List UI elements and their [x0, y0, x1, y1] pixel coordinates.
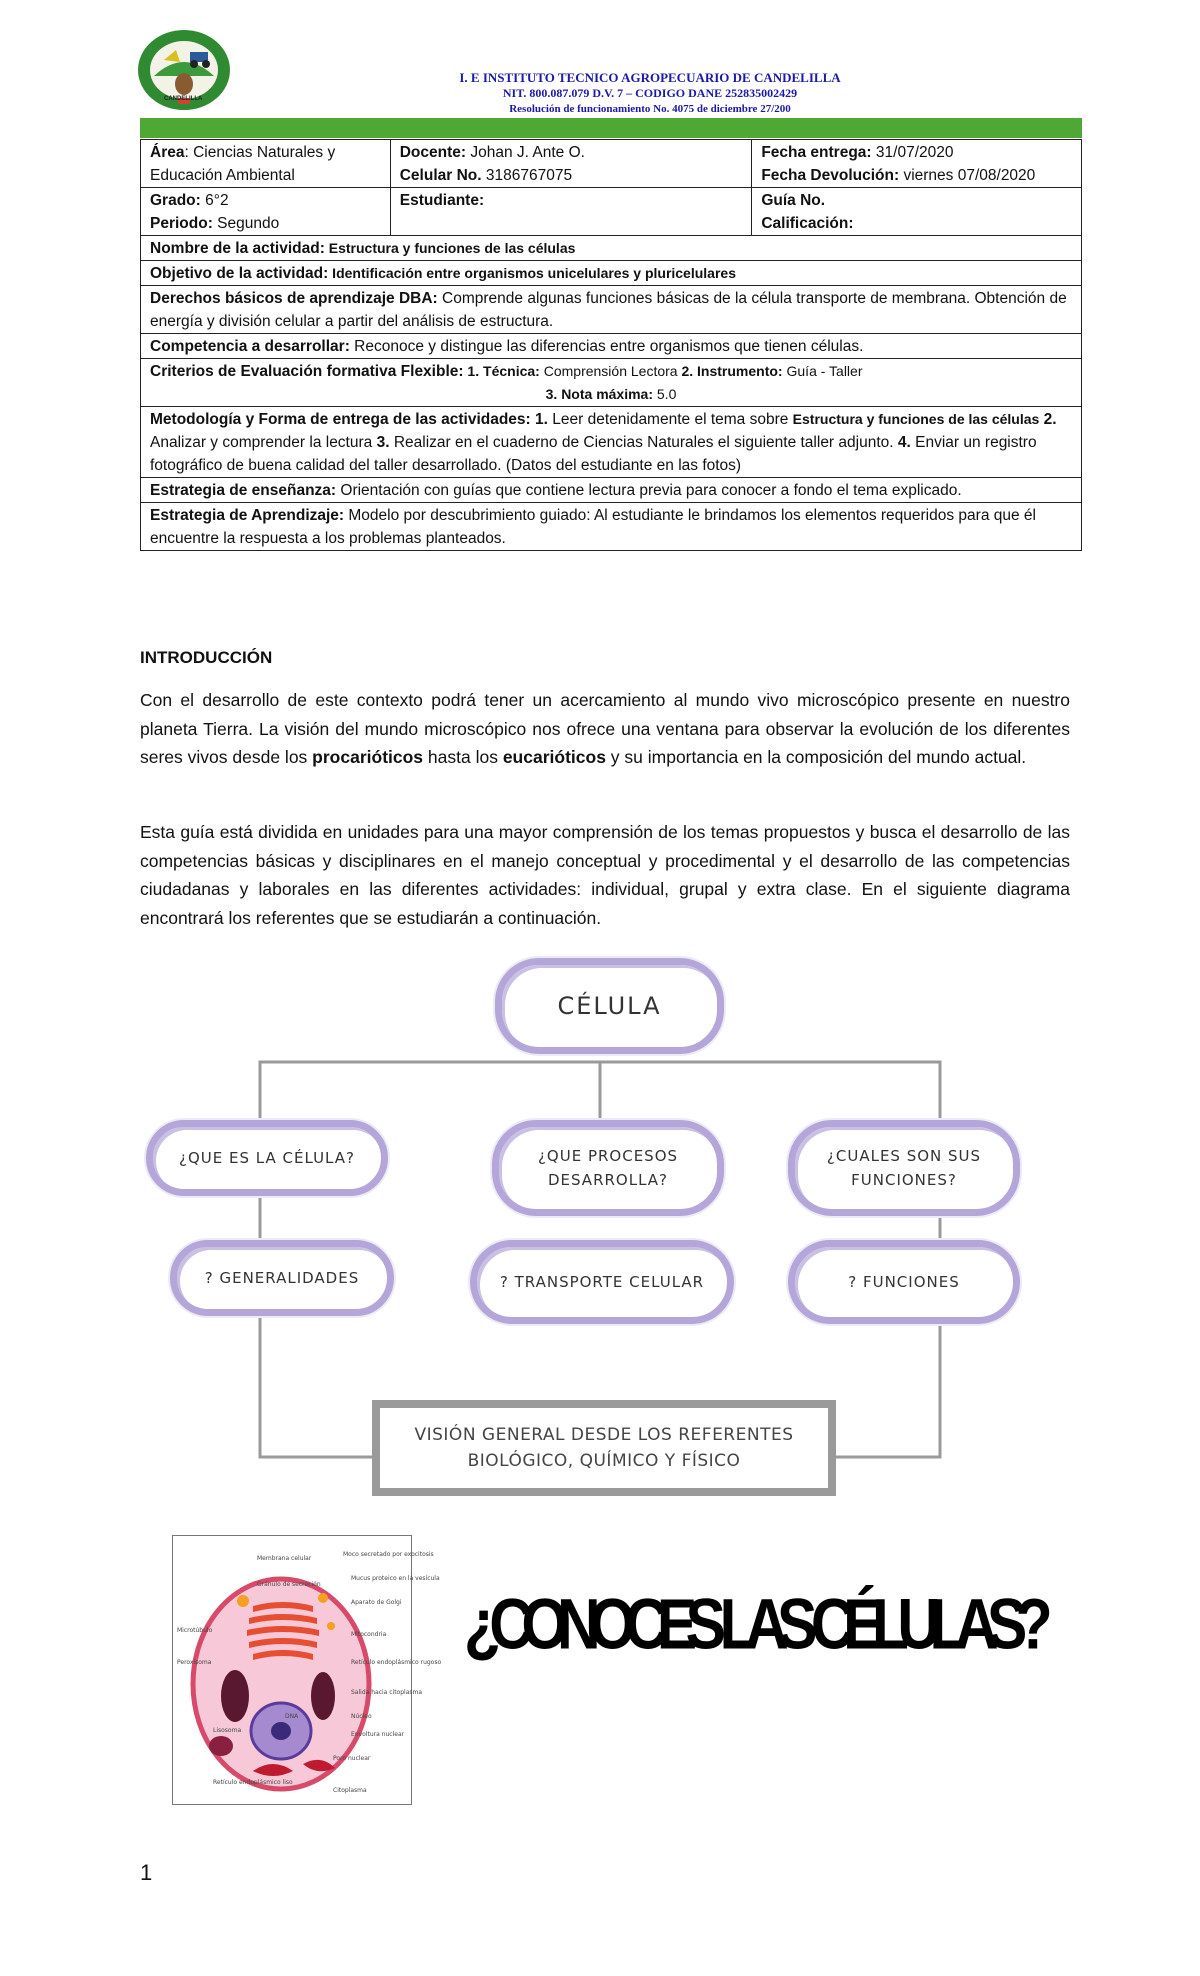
- table-row: [141, 334, 1082, 359]
- institution-resolution: Resolución de funcionamiento No. 4075 de diciembre 27/200: [509, 103, 791, 115]
- competencia-cell: Competencia a desarrollar: Reconoce y distingue las diferencias entre organismos que tienen células.: [141, 334, 1082, 359]
- school-logo: [134, 28, 234, 112]
- logo-text: CANDELILLA: [164, 96, 203, 102]
- table-row: [141, 359, 1082, 407]
- area-cell: Área: Ciencias Naturales y Educación Ambiental: [141, 140, 391, 188]
- label-moco: Moco secretado por exocitosis: [343, 1551, 434, 1558]
- guia-cell: Guía No. Calificación:: [752, 188, 1082, 236]
- label-granulo: Gránulo de secreción: [257, 1581, 321, 1588]
- label-microtubulo: Microtúbulo: [177, 1627, 213, 1634]
- activity-info-table: [140, 139, 1082, 551]
- intro-paragraph-1: Con el desarrollo de este contexto podrá tener un acercamiento al mundo vivo microscópico presente en nuestro planeta Tierra. La visión del mundo microscópico nos ofrece una ventana para observar la evolución de los diferentes seres vivos desde los procarióticos hasta los eucarióticos y su importancia en la composición del mundo actual.: [140, 690, 1070, 767]
- label-rer: Retículo endoplásmico rugoso: [351, 1659, 442, 1666]
- node-vision-general: VISIÓN GENERAL DESDE LOS REFERENTES BIOLÓGICO, QUÍMICO Y FÍSICO: [372, 1400, 836, 1496]
- fechas-cell: Fecha entrega: 31/07/2020 Fecha Devolución: viernes 07/08/2020: [752, 140, 1082, 188]
- node-que-procesos: ¿QUE PROCESOS DESARROLLA?: [492, 1120, 724, 1216]
- node-generalidades: ? GENERALIDADES: [170, 1240, 394, 1316]
- table-row: [141, 286, 1082, 334]
- header-green-bar: [140, 118, 1082, 138]
- table-row: [141, 236, 1082, 261]
- institution-nit: NIT. 800.087.079 D.V. 7 – CODIGO DANE 252835002429: [502, 86, 798, 100]
- procarioticos-term: procarióticos: [312, 747, 424, 767]
- metodologia-cell: Metodología y Forma de entrega de las actividades: 1. Leer detenidamente el tema sobre Estructura y funciones de las células 2. Analizar y comprender la lectura 3. Realizar en el cuaderno de Ciencias Naturales el siguiente taller adjunto. 4. Enviar un registro fotográfico de buena calidad del taller desarrollado. (Datos del estudiante en las fotos): [141, 407, 1082, 478]
- table-row: [141, 478, 1082, 503]
- estudiante-cell: Estudiante:: [390, 188, 752, 236]
- label-nucleo: Núcleo: [351, 1713, 372, 1720]
- institution-name: I. E INSTITUTO TECNICO AGROPECUARIO DE CANDELILLA: [459, 70, 841, 85]
- intro-title: INTRODUCCIÓN: [140, 648, 273, 667]
- ensenanza-cell: Estrategia de enseñanza: Orientación con guías que contiene lectura previa para conocer a fondo el tema explicado.: [141, 478, 1082, 503]
- table-row: [141, 261, 1082, 286]
- table-row: [141, 407, 1082, 478]
- label-mucus: Mucus proteico en la vesícula: [351, 1575, 440, 1582]
- page-number: 1: [140, 1860, 153, 1885]
- animal-cell-illustration: [172, 1535, 442, 1805]
- label-aparato: Aparato de Golgi: [351, 1599, 402, 1606]
- table-row: [141, 188, 1082, 236]
- label-salida: Salida hacia citoplasma: [351, 1689, 423, 1696]
- label-lisosoma: Lisosoma: [213, 1727, 242, 1734]
- label-peroxisoma: Peroxisoma: [177, 1659, 212, 1666]
- node-funciones: ? FUNCIONES: [788, 1240, 1020, 1324]
- criterios-cell: Criterios de Evaluación formativa Flexible: 1. Técnica: Comprensión Lectora 2. Instrumento: Guía - Taller 3. Nota máxima: 5.0: [141, 359, 1082, 407]
- actividad-cell: Nombre de la actividad: Estructura y funciones de las células: [141, 236, 1082, 261]
- dba-cell: Derechos básicos de aprendizaje DBA: Comprende algunas funciones básicas de la célula transporte de membrana. Obtención de energía y división celular a partir del análisis de estructura.: [141, 286, 1082, 334]
- node-que-es-la-celula: ¿QUE ES LA CÉLULA?: [146, 1120, 388, 1196]
- label-poro: Poro nuclear: [333, 1755, 371, 1762]
- intro-paragraph-2: Esta guía está dividida en unidades para una mayor comprensión de los temas propuestos y busca el desarrollo de las competencias básicas y disciplinares en el manejo conceptual y procedimental y el desarrollo de las competencias ciudadanas y laborales en las diferentes actividades: individual, grupal y extra clase. En el siguiente diagrama encontrará los referentes que se estudiarán a continuación.: [140, 822, 1070, 928]
- node-celula: CÉLULA: [495, 958, 724, 1054]
- objetivo-cell: Objetivo de la actividad: Identificación entre organismos unicelulares y pluricelulares: [141, 261, 1082, 286]
- label-ree: Retículo endoplásmico liso: [213, 1779, 293, 1786]
- label-mitocondria: Mitocondria: [351, 1631, 387, 1638]
- table-row: [141, 503, 1082, 551]
- label-membrana: Membrana celular: [257, 1555, 312, 1562]
- big-title-text: ¿CONOCES LAS CÉLULAS?: [463, 1584, 1053, 1665]
- table-row: [141, 140, 1082, 188]
- node-transporte-celular: ? TRANSPORTE CELULAR: [470, 1240, 734, 1324]
- node-cuales-funciones: ¿CUALES SON SUS FUNCIONES?: [788, 1120, 1020, 1216]
- label-citoplasma: Citoplasma: [333, 1787, 367, 1794]
- aprendizaje-cell: Estrategia de Aprendizaje: Modelo por descubrimiento guiado: Al estudiante le brindamos los elementos requeridos para que él encuentre la respuesta a los problemas planteados.: [141, 503, 1082, 551]
- concept-diagram: [140, 950, 1070, 1490]
- conoces-las-celulas-title: [440, 1575, 1080, 1670]
- label-envoltura: Envoltura nuclear: [351, 1731, 405, 1738]
- eucarioticos-term: eucarióticos: [502, 747, 606, 767]
- docente-cell: Docente: Johan J. Ante O. Celular No. 3186767075: [390, 140, 752, 188]
- grado-cell: Grado: 6°2 Periodo: Segundo: [141, 188, 391, 236]
- label-dna: DNA: [285, 1713, 299, 1720]
